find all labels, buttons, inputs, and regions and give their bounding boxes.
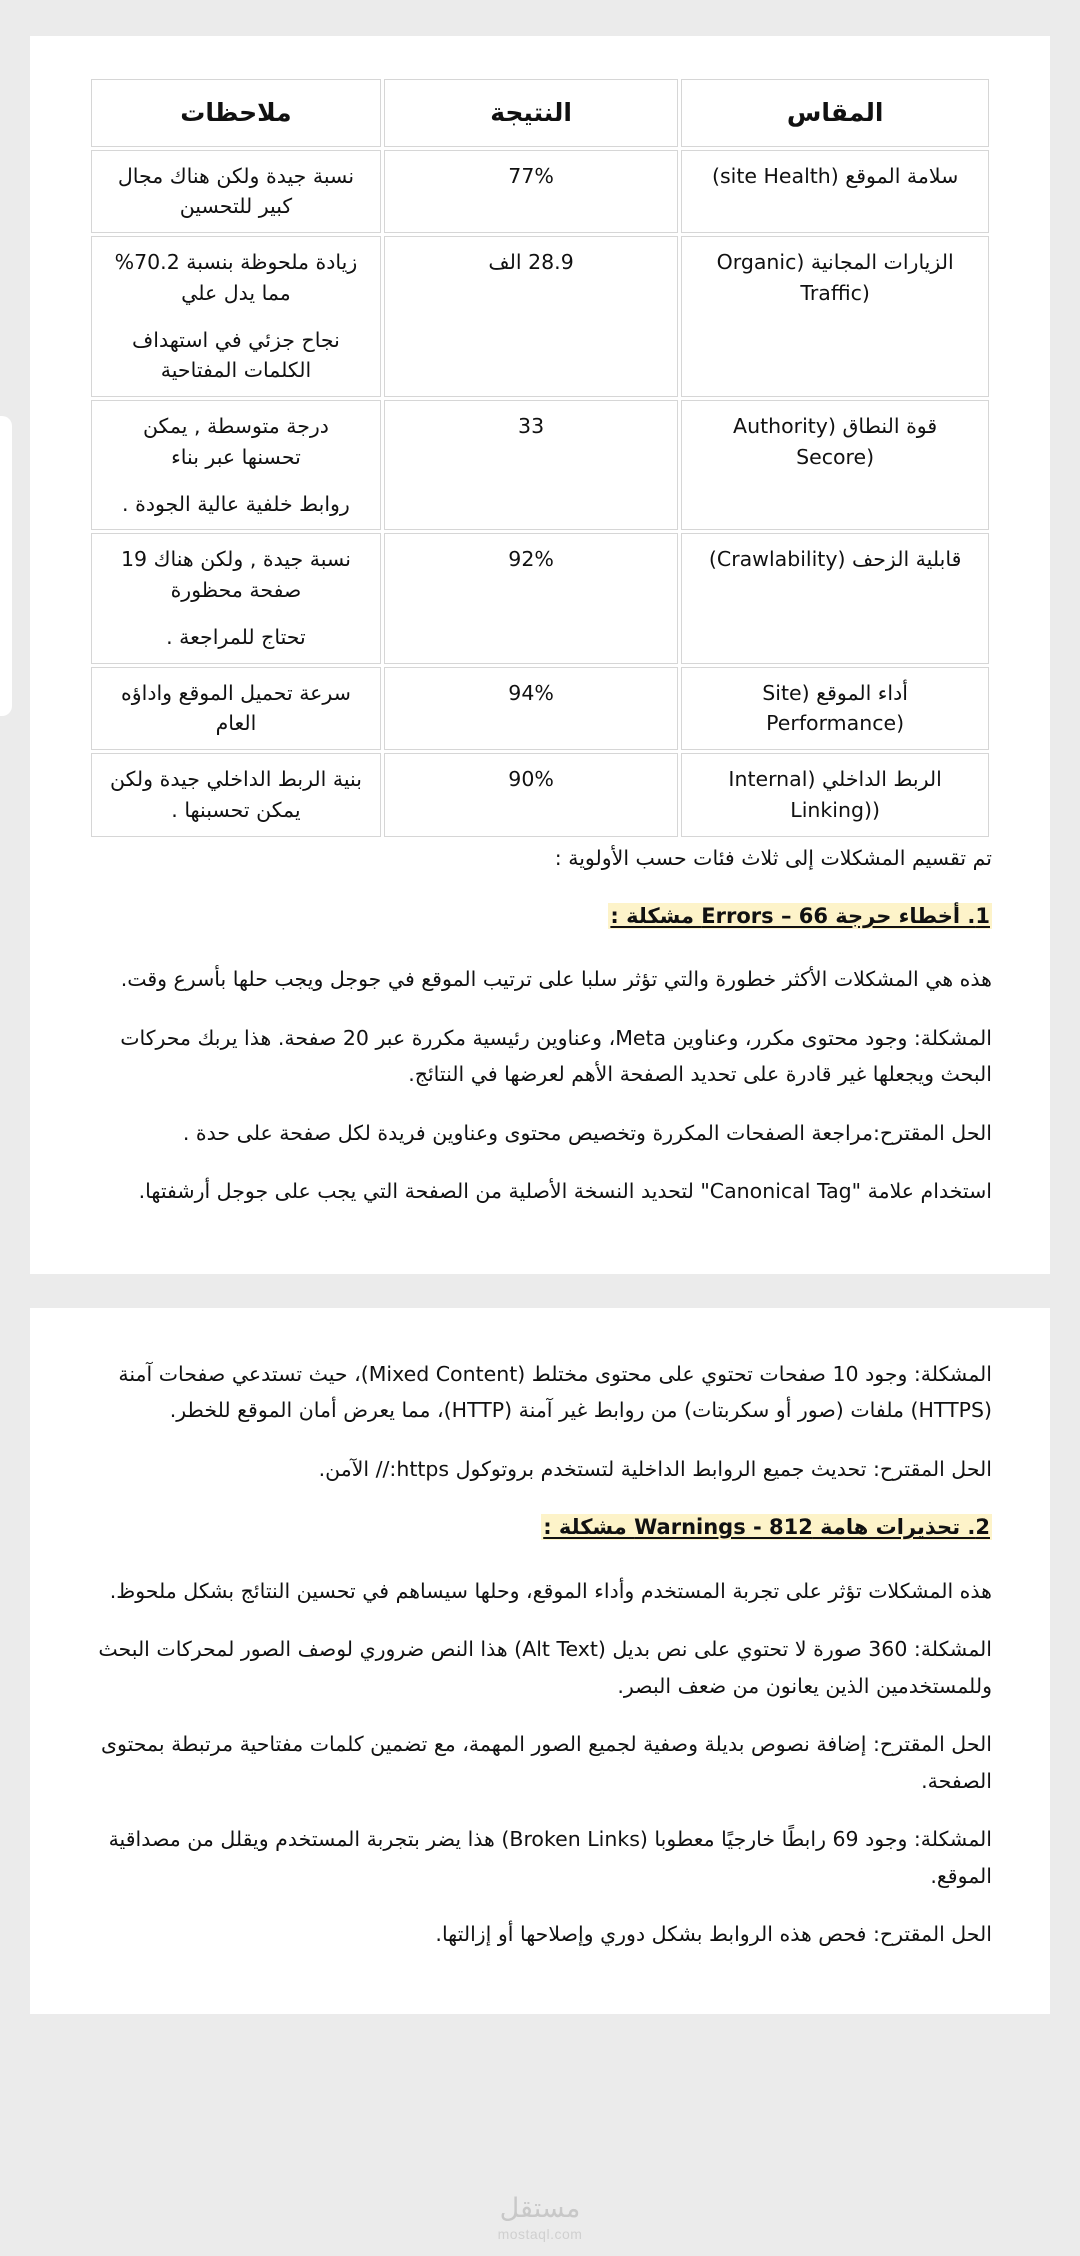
cell-notes	[91, 533, 381, 663]
notes-spacer	[104, 309, 368, 325]
paragraph: الحل المقترح: تحديث جميع الروابط الداخلية لتستخدم بروتوكول https:// الآمن.	[318, 1456, 992, 1481]
paragraph: المشكلة: وجود 69 رابطًا خارجيًا معطوبا (Broken Links) هذا يضر بتجربة المستخدم ويقلل من مصداقية الموقع.	[108, 1827, 992, 1888]
notes-line: العام	[215, 711, 257, 736]
report-sheet-two	[30, 1308, 1050, 2015]
notes-line: الكلمات المفتاحية	[160, 358, 312, 383]
notes-line: روابط خلفية عالية الجودة .	[122, 491, 350, 516]
table-row	[91, 667, 989, 751]
notes-line: تحتاج للمراجعة .	[166, 624, 306, 649]
table-row	[91, 400, 989, 530]
paragraph: الحل المقترح: إضافة نصوص بديلة وصفية لجميع الصور المهمة، مع تضمين كلمات مفتاحية مرتبطة بمحتوى الصفحة.	[100, 1732, 992, 1793]
paragraph: هذه المشكلات تؤثر على تجربة المستخدم وأداء الموقع، وحلها سيساهم في تحسين النتائج بشكل ملحوظ.	[109, 1578, 992, 1603]
seo-audit-table	[88, 76, 992, 840]
cell-metric	[681, 753, 989, 837]
metric-line: (Performance	[766, 711, 905, 736]
section-two-heading-wrap	[88, 1509, 992, 1546]
notes-spacer	[104, 473, 368, 489]
metric-line: قوة النطاق (Authority	[733, 414, 938, 438]
metric-line: ((Linking	[790, 797, 880, 822]
metric-line: سلامة الموقع (site Health)	[711, 163, 959, 188]
section-one-heading-wrap	[88, 898, 992, 935]
paragraph: المشكلة: وجود 10 صفحات تحتوي على محتوى مختلط (Mixed Content)، حيث تستدعي صفحات آمنة (HTTPS) ملفات (صور أو سكربتات) من روابط غير آمنة (HTTP)، مما يعرض أمان الموقع للخطر.	[118, 1361, 992, 1423]
cell-metric	[681, 150, 989, 234]
paragraph: هذه هي المشكلات الأكثر خطورة والتي تؤثر سلبا على ترتيب الموقع في جوجل ويجب حلها بأسرع وقت.	[120, 967, 992, 992]
metric-line: (Traffic	[800, 280, 870, 305]
cell-notes	[91, 667, 381, 751]
notes-line: نسبة جيدة ولكن هناك مجال	[117, 163, 355, 188]
notes-line: مما يدل علي	[181, 280, 291, 305]
cell-metric	[681, 533, 989, 663]
metric-line: الزيارات المجانية (Organic	[716, 250, 954, 274]
notes-line: نجاح جزئي في استهداف	[132, 327, 340, 352]
section-two-prose	[88, 1356, 992, 1953]
table-header-row	[91, 79, 989, 147]
section-two-heading: 2. تحذيرات هامة Warnings - 812 مشكلة :	[543, 1515, 990, 1540]
paragraph: الحل المقترح:مراجعة الصفحات المكررة وتخصيص محتوى وعناوين فريدة لكل صفحة على حدة .	[182, 1120, 992, 1145]
paragraph: المشكلة: وجود محتوى مكرر، وعناوين Meta، وعناوين رئيسية مكررة عبر 20 صفحة. هذا يربك محركات البحث ويجعلها غير قادرة على تحديد الصفحة الأهم لعرضها في النتائج.	[120, 1025, 992, 1087]
cell-score: 90%	[384, 753, 678, 837]
table-row	[91, 533, 989, 663]
paragraph: الحل المقترح: فحص هذه الروابط بشكل دوري وإصلاحها أو إزالتها.	[435, 1922, 992, 1946]
cell-notes	[91, 150, 381, 234]
section-one-prose	[88, 840, 992, 1210]
notes-line: سرعة تحميل الموقع واداؤه	[120, 680, 351, 705]
cell-notes	[91, 400, 381, 530]
column-header-metric: المقاس	[681, 79, 989, 147]
cell-score: 28.9 الف	[384, 236, 678, 397]
watermark-subtitle: mostaql.com	[497, 2226, 583, 2242]
column-header-notes: ملاحظات	[91, 79, 381, 147]
metric-line: أداء الموقع (Site	[762, 680, 908, 705]
notes-line: كبير للتحسين	[179, 194, 293, 219]
page-edge-decoration	[0, 416, 12, 716]
report-sheet-one	[30, 36, 1050, 1274]
cell-metric	[681, 400, 989, 530]
paragraph: المشكلة: 360 صورة لا تحتوي على نص بديل (Alt Text) هذا النص ضروري لوصف الصور لمحركات البحث وللمستخدمين الذين يعانون من ضعف البصر.	[98, 1637, 992, 1698]
notes-line: زيادة ملحوظة بنسبة 70.2%	[114, 250, 358, 274]
metric-line: (Secore	[796, 444, 875, 469]
cell-score: 94%	[384, 667, 678, 751]
cell-notes	[91, 236, 381, 397]
table-header	[91, 79, 989, 147]
paragraph: استخدام علامة "Canonical Tag" لتحديد النسخة الأصلية من الصفحة التي يجب على جوجل أرشفتها.	[138, 1179, 992, 1204]
metric-line: الربط الداخلي (Internal	[728, 767, 942, 791]
intro-paragraph: تم تقسيم المشكلات إلى ثلاث فئات حسب الأولوية :	[554, 845, 992, 870]
column-header-score: النتيجة	[384, 79, 678, 147]
table-row	[91, 150, 989, 234]
section-one-heading: 1. أخطاء حرجة Errors – 66 مشكلة :	[610, 903, 990, 928]
notes-spacer	[104, 606, 368, 622]
watermark-logo: مستقل	[499, 2193, 581, 2224]
document-page	[0, 36, 1080, 2256]
notes-line: بنية الربط الداخلي جيدة ولكن	[109, 767, 362, 791]
table-body	[91, 150, 989, 837]
notes-line: درجة متوسطة , يمكن	[142, 414, 329, 438]
cell-notes	[91, 753, 381, 837]
cell-metric	[681, 667, 989, 751]
watermark	[0, 2193, 1080, 2242]
table-row	[91, 236, 989, 397]
cell-score: 77%	[384, 150, 678, 234]
metric-line: قابلية الزحف (Crawlability)	[708, 547, 962, 572]
cell-metric	[681, 236, 989, 397]
cell-score: 92%	[384, 533, 678, 663]
notes-line: صفحة محظورة	[170, 578, 302, 602]
notes-line: يمكن تحسبنها .	[171, 797, 301, 822]
cell-score: 33	[384, 400, 678, 530]
notes-line: تحسنها عبر بناء	[171, 444, 301, 469]
notes-line: نسبة جيدة , ولكن هناك 19	[120, 547, 351, 572]
table-row	[91, 753, 989, 837]
sheet-separator	[0, 1274, 1080, 1308]
